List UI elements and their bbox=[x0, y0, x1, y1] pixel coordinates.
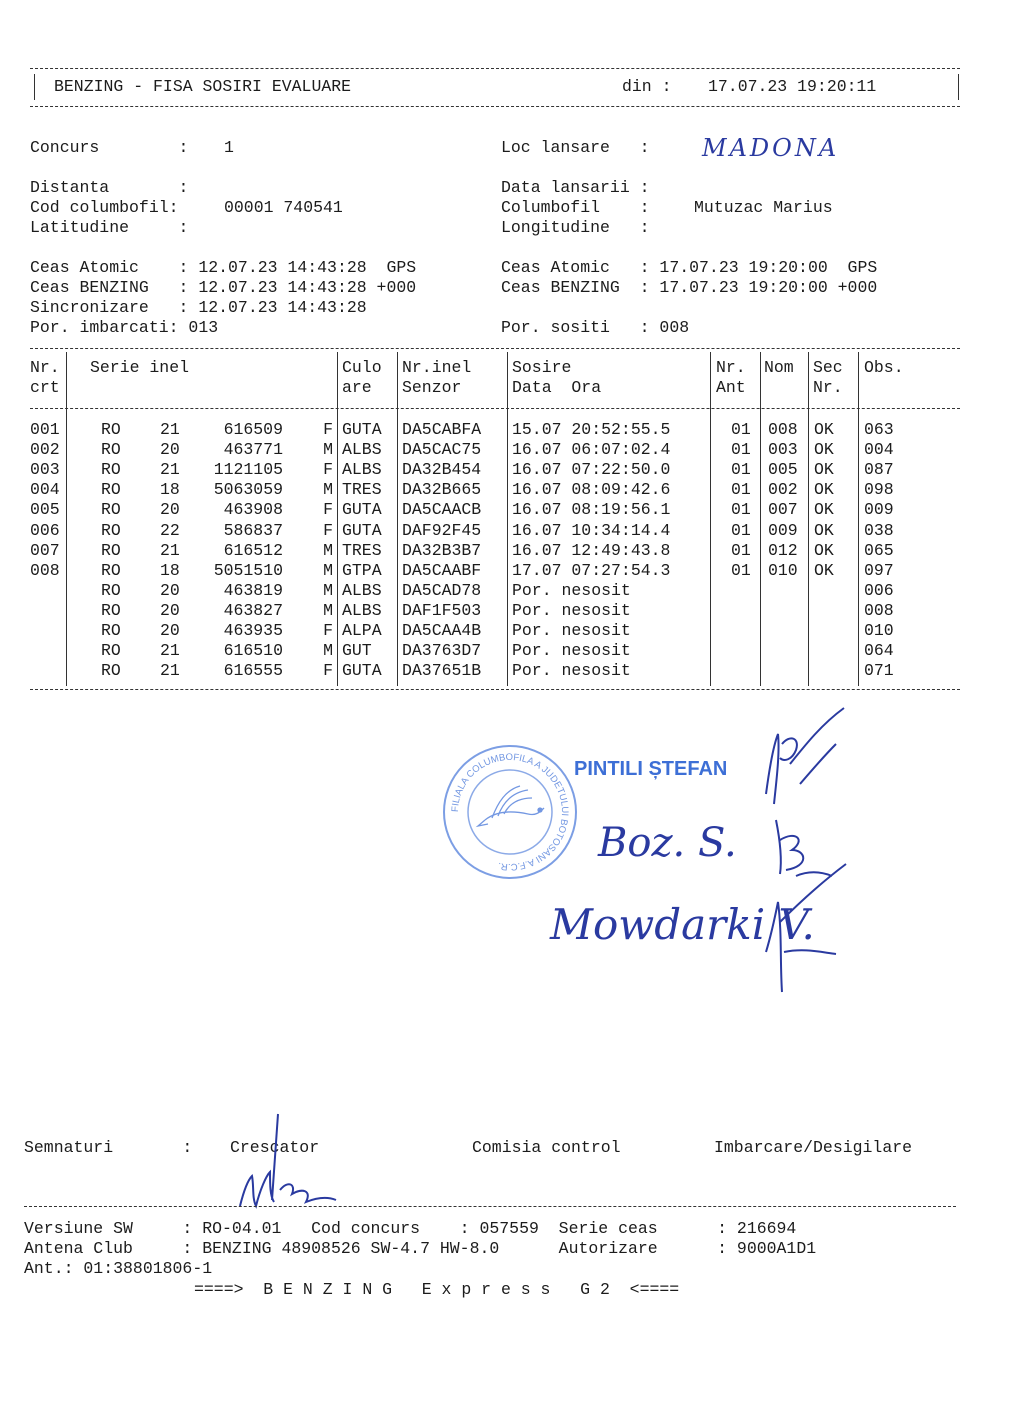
cell-culoare: ALBS bbox=[342, 600, 382, 620]
th-sec-1: Sec bbox=[813, 358, 843, 377]
cell-sec: OK bbox=[814, 440, 834, 460]
concurs-label: Concurs : bbox=[30, 138, 189, 157]
cell-sec: OK bbox=[814, 460, 834, 480]
cell-culoare: GTPA bbox=[342, 560, 382, 580]
loc-lansare-label: Loc lansare : bbox=[501, 138, 650, 157]
th-senzor: Senzor bbox=[402, 378, 462, 397]
cell-an: 21 bbox=[160, 460, 180, 480]
cell-sosire: 16.07 08:09:42.6 bbox=[512, 480, 671, 500]
table-row bbox=[0, 641, 1024, 661]
ceas-benzing-lansare: Ceas BENZING : 12.07.23 14:43:28 +000 bbox=[30, 278, 417, 297]
cell-sex: M bbox=[323, 440, 333, 460]
cell-senzor: DA5CABFA bbox=[402, 420, 482, 439]
cell-an: 21 bbox=[160, 641, 180, 661]
cell-sosire: Por. nesosit bbox=[512, 661, 631, 681]
table-row bbox=[0, 661, 1024, 681]
por-imbarcati: Por. imbarcati: 013 bbox=[30, 318, 219, 337]
semnaturi-label: Semnaturi : bbox=[24, 1138, 193, 1157]
cell-obs: 006 bbox=[864, 580, 894, 600]
cell-culoare: GUT bbox=[342, 641, 372, 661]
th-culoare-2: are bbox=[342, 378, 372, 397]
latitudine-label: Latitudine : bbox=[30, 218, 189, 237]
ceas-benzing-sosire: Ceas BENZING : 17.07.23 19:20:00 +000 bbox=[501, 278, 878, 297]
cell-ant: 01 bbox=[731, 540, 751, 560]
table-top-rule bbox=[30, 348, 960, 349]
cell-tara: RO bbox=[101, 460, 121, 480]
columbofil-value: Mutuzac Marius bbox=[694, 198, 833, 217]
cell-obs: 064 bbox=[864, 641, 894, 661]
cell-numar: 616510 bbox=[223, 641, 283, 661]
loc-lansare-value: MADONA bbox=[702, 134, 840, 162]
cell-sosire: Por. nesosit bbox=[512, 621, 631, 640]
cell-nr: 001 bbox=[30, 420, 60, 439]
cell-senzor: DA32B454 bbox=[402, 460, 482, 480]
cell-sex: M bbox=[323, 540, 333, 560]
cell-obs: 008 bbox=[864, 600, 894, 620]
th-culoare-1: Culo bbox=[342, 358, 382, 377]
th-sosire: Sosire bbox=[512, 358, 572, 377]
cell-ant: 01 bbox=[731, 460, 751, 480]
cell-sosire: 16.07 10:34:14.4 bbox=[512, 520, 671, 540]
cell-an: 21 bbox=[160, 420, 180, 439]
cell-sosire: 16.07 06:07:02.4 bbox=[512, 440, 671, 460]
cell-culoare: ALBS bbox=[342, 580, 382, 600]
cell-sex: F bbox=[323, 500, 333, 520]
footer-rule bbox=[24, 1206, 956, 1207]
cell-sex: F bbox=[323, 661, 333, 681]
cell-senzor: DA37651B bbox=[402, 661, 482, 681]
cell-senzor: DA5CAACB bbox=[402, 500, 482, 520]
ceas-atomic-lansare: Ceas Atomic : 12.07.23 14:43:28 GPS bbox=[30, 258, 417, 277]
cell-obs: 087 bbox=[864, 460, 894, 480]
cell-senzor: DA5CAC75 bbox=[402, 440, 482, 460]
cell-sosire: Por. nesosit bbox=[512, 580, 631, 600]
stamp-name: PINTILI ȘTEFAN bbox=[574, 758, 728, 780]
data-lansarii-label: Data lansarii : bbox=[501, 178, 650, 197]
cell-sosire: 16.07 12:49:43.8 bbox=[512, 540, 671, 560]
th-crt: crt bbox=[30, 378, 60, 397]
cell-nr: 004 bbox=[30, 480, 60, 500]
cell-nr: 005 bbox=[30, 500, 60, 520]
cell-sosire: Por. nesosit bbox=[512, 641, 631, 661]
table-row bbox=[0, 420, 1024, 440]
table-row bbox=[0, 500, 1024, 520]
imbarcare-label: Imbarcare/Desigilare bbox=[714, 1138, 913, 1157]
cell-obs: 004 bbox=[864, 440, 894, 460]
cell-nom: 008 bbox=[768, 420, 798, 439]
cell-sec: OK bbox=[814, 480, 834, 500]
header-right-border bbox=[958, 74, 959, 100]
cell-tara: RO bbox=[101, 440, 121, 460]
table-row bbox=[0, 581, 1024, 601]
cell-tara: RO bbox=[101, 420, 121, 439]
cell-tara: RO bbox=[101, 560, 121, 580]
date-label: din : bbox=[622, 77, 672, 96]
th-nr: Nr. bbox=[30, 358, 60, 377]
cell-obs: 009 bbox=[864, 500, 894, 520]
comisia-control-label: Comisia control bbox=[472, 1138, 621, 1157]
cell-numar: 5051510 bbox=[213, 560, 283, 580]
header-top-rule bbox=[30, 68, 960, 69]
cell-obs: 063 bbox=[864, 420, 894, 439]
cell-an: 21 bbox=[160, 540, 180, 560]
cell-culoare: GUTA bbox=[342, 420, 382, 439]
cell-numar: 463771 bbox=[223, 440, 283, 460]
cell-sex: M bbox=[323, 580, 333, 600]
cell-nom: 007 bbox=[768, 500, 798, 520]
handwriting-line-1: Boz. S. bbox=[598, 820, 737, 866]
cell-senzor: DA5CAD78 bbox=[402, 580, 482, 600]
th-sec-2: Nr. bbox=[813, 378, 843, 397]
th-nr-inel: Nr.inel bbox=[402, 358, 472, 377]
cell-nr: 006 bbox=[30, 520, 60, 540]
cell-senzor: DA3763D7 bbox=[402, 641, 482, 661]
cell-sec: OK bbox=[814, 500, 834, 520]
cell-nom: 002 bbox=[768, 480, 798, 500]
date-value: 17.07.23 19:20:11 bbox=[708, 77, 877, 96]
cell-obs: 065 bbox=[864, 540, 894, 560]
ceas-atomic-sosire: Ceas Atomic : 17.07.23 19:20:00 GPS bbox=[501, 258, 878, 277]
footer-line-ant: Ant.: 01:38801806-1 bbox=[24, 1259, 213, 1278]
table-row bbox=[0, 561, 1024, 581]
cell-obs: 098 bbox=[864, 480, 894, 500]
footer-line-antena: Antena Club : BENZING 48908526 SW-4.7 HW-8.0 Autorizare : 9000A1D1 bbox=[24, 1239, 817, 1258]
cell-sosire: Por. nesosit bbox=[512, 600, 631, 620]
cod-columbofil-value: 00001 740541 bbox=[224, 198, 343, 217]
cell-tara: RO bbox=[101, 520, 121, 540]
cell-sex: M bbox=[323, 641, 333, 661]
cell-culoare: ALPA bbox=[342, 621, 382, 640]
cod-columbofil-label: Cod columbofil: bbox=[30, 198, 179, 217]
cell-obs: 071 bbox=[864, 661, 894, 681]
cell-sec: OK bbox=[814, 420, 834, 439]
signature-mark-1 bbox=[760, 704, 850, 824]
th-nr-ant-2: Ant bbox=[716, 378, 746, 397]
th-obs: Obs. bbox=[864, 358, 904, 377]
cell-obs: 010 bbox=[864, 621, 894, 640]
cell-sex: M bbox=[323, 480, 333, 500]
cell-obs: 097 bbox=[864, 560, 894, 580]
th-nom: Nom bbox=[764, 358, 794, 377]
cell-tara: RO bbox=[101, 661, 121, 681]
cell-an: 20 bbox=[160, 440, 180, 460]
th-nr-ant-1: Nr. bbox=[716, 358, 746, 377]
cell-numar: 463935 bbox=[223, 621, 283, 640]
cell-numar: 616509 bbox=[223, 420, 283, 439]
cell-nr: 003 bbox=[30, 460, 60, 480]
cell-ant: 01 bbox=[731, 520, 751, 540]
footer-line-versiune: Versiune SW : RO-04.01 Cod concurs : 057559 Serie ceas : 216694 bbox=[24, 1219, 797, 1238]
cell-ant: 01 bbox=[731, 500, 751, 520]
cell-culoare: ALBS bbox=[342, 460, 382, 480]
pigeon-icon bbox=[478, 786, 544, 826]
sincronizare: Sincronizare : 12.07.23 14:43:28 bbox=[30, 298, 367, 317]
cell-sex: F bbox=[323, 621, 333, 640]
cell-senzor: DA32B665 bbox=[402, 480, 482, 500]
cell-an: 18 bbox=[160, 480, 180, 500]
cell-senzor: DA5CAA4B bbox=[402, 621, 482, 640]
document-title: BENZING - FISA SOSIRI EVALUARE bbox=[54, 77, 352, 96]
table-row bbox=[0, 621, 1024, 641]
cell-sosire: 16.07 08:19:56.1 bbox=[512, 500, 671, 520]
cell-an: 22 bbox=[160, 520, 180, 540]
crescator-label: Crescator bbox=[230, 1138, 320, 1157]
table-row bbox=[0, 460, 1024, 480]
th-serie-inel: Serie inel bbox=[90, 358, 190, 377]
cell-sec: OK bbox=[814, 540, 834, 560]
cell-senzor: DA32B3B7 bbox=[402, 540, 482, 560]
cell-nom: 003 bbox=[768, 440, 798, 460]
th-data-ora: Data Ora bbox=[512, 378, 602, 397]
header-bottom-rule bbox=[30, 106, 960, 107]
cell-tara: RO bbox=[101, 580, 121, 600]
por-sositi: Por. sositi : 008 bbox=[501, 318, 690, 337]
longitudine-label: Longitudine : bbox=[501, 218, 650, 237]
table-header-rule bbox=[30, 408, 960, 409]
cell-ant: 01 bbox=[731, 420, 751, 439]
cell-numar: 1121105 bbox=[213, 460, 283, 480]
cell-tara: RO bbox=[101, 600, 121, 620]
footer-brand: ====> B E N Z I N G E x p r e s s G 2 <==== bbox=[194, 1280, 680, 1299]
cell-senzor: DA5CAABF bbox=[402, 560, 482, 580]
cell-sex: M bbox=[323, 560, 333, 580]
cell-nom: 005 bbox=[768, 460, 798, 480]
cell-tara: RO bbox=[101, 500, 121, 520]
cell-numar: 586837 bbox=[223, 520, 283, 540]
cell-nom: 009 bbox=[768, 520, 798, 540]
cell-culoare: TRES bbox=[342, 480, 382, 500]
cell-nr: 002 bbox=[30, 440, 60, 460]
cell-sec: OK bbox=[814, 560, 834, 580]
cell-tara: RO bbox=[101, 480, 121, 500]
cell-sosire: 17.07 07:27:54.3 bbox=[512, 560, 671, 580]
cell-sex: F bbox=[323, 520, 333, 540]
cell-culoare: GUTA bbox=[342, 520, 382, 540]
cell-numar: 5063059 bbox=[213, 480, 283, 500]
columbofil-label: Columbofil : bbox=[501, 198, 650, 217]
cell-ant: 01 bbox=[731, 440, 751, 460]
cell-culoare: GUTA bbox=[342, 661, 382, 681]
cell-senzor: DAF92F45 bbox=[402, 520, 482, 540]
cell-nr: 007 bbox=[30, 540, 60, 560]
crescator-signature bbox=[226, 1110, 346, 1220]
cell-sosire: 15.07 20:52:55.5 bbox=[512, 420, 671, 439]
cell-culoare: TRES bbox=[342, 540, 382, 560]
concurs-value: 1 bbox=[224, 138, 234, 157]
cell-an: 20 bbox=[160, 580, 180, 600]
cell-an: 20 bbox=[160, 600, 180, 620]
cell-ant: 01 bbox=[731, 560, 751, 580]
table-row bbox=[0, 601, 1024, 621]
cell-an: 20 bbox=[160, 500, 180, 520]
cell-senzor: DAF1F503 bbox=[402, 600, 482, 620]
table-row bbox=[0, 480, 1024, 500]
cell-nr: 008 bbox=[30, 560, 60, 580]
table-row bbox=[0, 440, 1024, 460]
cell-sex: M bbox=[323, 600, 333, 620]
cell-tara: RO bbox=[101, 641, 121, 661]
cell-obs: 038 bbox=[864, 520, 894, 540]
header-left-border bbox=[34, 74, 35, 100]
cell-tara: RO bbox=[101, 621, 121, 640]
cell-numar: 616555 bbox=[223, 661, 283, 681]
cell-numar: 463819 bbox=[223, 580, 283, 600]
cell-an: 21 bbox=[160, 661, 180, 681]
cell-sec: OK bbox=[814, 520, 834, 540]
cell-numar: 463908 bbox=[223, 500, 283, 520]
cell-an: 18 bbox=[160, 560, 180, 580]
cell-nom: 012 bbox=[768, 540, 798, 560]
table-row bbox=[0, 521, 1024, 541]
cell-numar: 616512 bbox=[223, 540, 283, 560]
cell-sex: F bbox=[323, 420, 333, 439]
cell-an: 20 bbox=[160, 621, 180, 640]
cell-culoare: GUTA bbox=[342, 500, 382, 520]
distanta-label: Distanta : bbox=[30, 178, 189, 197]
signature-mark-3 bbox=[760, 862, 850, 1002]
handwriting-line-2: Mowdarki V. bbox=[550, 900, 815, 949]
table-row bbox=[0, 541, 1024, 561]
table-bottom-rule bbox=[30, 689, 960, 690]
cell-numar: 463827 bbox=[223, 600, 283, 620]
cell-ant: 01 bbox=[731, 480, 751, 500]
stamp-ring-text: FILIALA COLUMBOFILA A JUDETULUI BOTOSANI A.F.C.R. bbox=[449, 751, 571, 873]
cell-sex: F bbox=[323, 460, 333, 480]
club-stamp bbox=[440, 742, 580, 882]
cell-tara: RO bbox=[101, 540, 121, 560]
cell-nom: 010 bbox=[768, 560, 798, 580]
cell-culoare: ALBS bbox=[342, 440, 382, 460]
cell-sosire: 16.07 07:22:50.0 bbox=[512, 460, 671, 480]
